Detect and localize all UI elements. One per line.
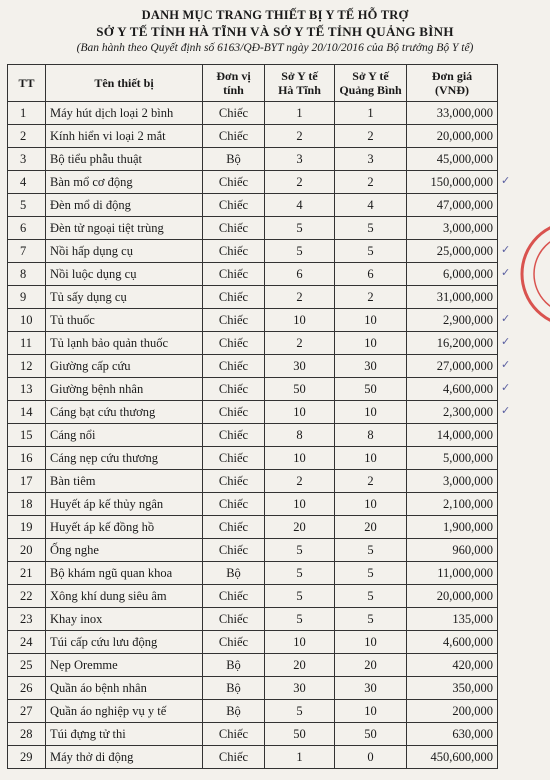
row-ha-tinh: 1	[265, 102, 335, 125]
row-quang-binh: 4	[335, 194, 407, 217]
table-row	[8, 723, 498, 746]
table-row	[8, 217, 498, 240]
row-name: Cáng nổi	[46, 424, 203, 447]
row-ha-tinh: 2	[265, 286, 335, 309]
row-quang-binh: 5	[335, 585, 407, 608]
tick-mark: ✓	[501, 174, 511, 187]
row-tt: 4	[8, 171, 46, 194]
row-unit: Chiếc	[203, 539, 265, 562]
row-name: Huyết áp kế đồng hồ	[46, 516, 203, 539]
table-row	[8, 355, 498, 378]
row-tt: 16	[8, 447, 46, 470]
row-name: Đèn tử ngoại tiệt trùng	[46, 217, 203, 240]
row-tt: 24	[8, 631, 46, 654]
table-row	[8, 194, 498, 217]
row-ha-tinh: 2	[265, 470, 335, 493]
row-quang-binh: 10	[335, 447, 407, 470]
table-row	[8, 700, 498, 723]
row-quang-binh: 2	[335, 470, 407, 493]
col-header-unit: Đơn vị tính	[203, 65, 265, 102]
row-ha-tinh: 3	[265, 148, 335, 171]
row-price: 960,000	[407, 539, 498, 562]
row-unit: Bộ	[203, 148, 265, 171]
row-ha-tinh: 5	[265, 700, 335, 723]
table-row	[8, 631, 498, 654]
row-price: 630,000	[407, 723, 498, 746]
row-unit: Chiếc	[203, 240, 265, 263]
table-row	[8, 516, 498, 539]
row-ha-tinh: 10	[265, 447, 335, 470]
row-name: Nẹp Oremme	[46, 654, 203, 677]
row-unit: Chiếc	[203, 171, 265, 194]
row-ha-tinh: 5	[265, 608, 335, 631]
row-tt: 13	[8, 378, 46, 401]
row-price: 47,000,000	[407, 194, 498, 217]
table-row	[8, 332, 498, 355]
row-quang-binh: 0	[335, 746, 407, 769]
row-tt: 7	[8, 240, 46, 263]
row-unit: Chiếc	[203, 631, 265, 654]
row-quang-binh: 20	[335, 654, 407, 677]
row-tt: 21	[8, 562, 46, 585]
row-tt: 15	[8, 424, 46, 447]
table-header-row	[8, 65, 498, 102]
row-tt: 22	[8, 585, 46, 608]
row-name: Cáng bạt cứu thương	[46, 401, 203, 424]
row-price: 16,200,000	[407, 332, 498, 355]
row-name: Đèn mổ di động	[46, 194, 203, 217]
row-unit: Chiếc	[203, 470, 265, 493]
row-name: Bàn tiêm	[46, 470, 203, 493]
table-body	[8, 102, 498, 769]
row-quang-binh: 1	[335, 102, 407, 125]
row-quang-binh: 6	[335, 263, 407, 286]
row-ha-tinh: 10	[265, 309, 335, 332]
table-row	[8, 447, 498, 470]
row-tt: 23	[8, 608, 46, 631]
row-ha-tinh: 1	[265, 746, 335, 769]
row-price: 25,000,000	[407, 240, 498, 263]
tick-mark: ✓	[501, 358, 511, 371]
row-tt: 19	[8, 516, 46, 539]
row-name: Quần áo nghiệp vụ y tế	[46, 700, 203, 723]
row-unit: Chiếc	[203, 401, 265, 424]
col-header-name: Tên thiết bị	[46, 65, 203, 102]
row-name: Máy hút dịch loại 2 bình	[46, 102, 203, 125]
table-row	[8, 585, 498, 608]
row-quang-binh: 5	[335, 539, 407, 562]
row-tt: 14	[8, 401, 46, 424]
table-row	[8, 562, 498, 585]
row-ha-tinh: 5	[265, 217, 335, 240]
col-header-ha-tinh: Sở Y tế Hà Tĩnh	[265, 65, 335, 102]
document-title-line2: SỞ Y TẾ TỈNH HÀ TĨNH VÀ SỞ Y TẾ TỈNH QUẢNG BÌNH	[96, 24, 454, 39]
row-quang-binh: 8	[335, 424, 407, 447]
row-quang-binh: 5	[335, 240, 407, 263]
row-price: 31,000,000	[407, 286, 498, 309]
row-unit: Chiếc	[203, 125, 265, 148]
row-quang-binh: 10	[335, 332, 407, 355]
tick-mark: ✓	[501, 404, 511, 417]
row-quang-binh: 5	[335, 562, 407, 585]
row-price: 1,900,000	[407, 516, 498, 539]
row-price: 45,000,000	[407, 148, 498, 171]
row-tt: 3	[8, 148, 46, 171]
row-price: 135,000	[407, 608, 498, 631]
row-quang-binh: 10	[335, 309, 407, 332]
row-ha-tinh: 2	[265, 171, 335, 194]
row-name: Bộ khám ngũ quan khoa	[46, 562, 203, 585]
row-ha-tinh: 50	[265, 723, 335, 746]
row-unit: Chiếc	[203, 217, 265, 240]
row-unit: Bộ	[203, 562, 265, 585]
table-row	[8, 539, 498, 562]
row-name: Tủ sấy dụng cụ	[46, 286, 203, 309]
row-quang-binh: 50	[335, 723, 407, 746]
row-tt: 2	[8, 125, 46, 148]
table-row	[8, 470, 498, 493]
row-price: 2,100,000	[407, 493, 498, 516]
row-name: Tủ thuốc	[46, 309, 203, 332]
row-ha-tinh: 50	[265, 378, 335, 401]
col-header-price: Đơn giá (VNĐ)	[407, 65, 498, 102]
row-unit: Chiếc	[203, 309, 265, 332]
row-unit: Chiếc	[203, 263, 265, 286]
tick-mark: ✓	[501, 381, 511, 394]
row-quang-binh: 5	[335, 217, 407, 240]
table-row	[8, 309, 498, 332]
row-unit: Chiếc	[203, 723, 265, 746]
row-price: 450,600,000	[407, 746, 498, 769]
row-name: Huyết áp kế thủy ngân	[46, 493, 203, 516]
row-tt: 17	[8, 470, 46, 493]
row-tt: 8	[8, 263, 46, 286]
row-quang-binh: 10	[335, 401, 407, 424]
row-price: 33,000,000	[407, 102, 498, 125]
row-name: Xông khí dung siêu âm	[46, 585, 203, 608]
row-name: Khay inox	[46, 608, 203, 631]
row-unit: Chiếc	[203, 424, 265, 447]
table-row	[8, 378, 498, 401]
row-name: Tủ lạnh bảo quản thuốc	[46, 332, 203, 355]
row-tt: 18	[8, 493, 46, 516]
row-unit: Chiếc	[203, 516, 265, 539]
table-row	[8, 171, 498, 194]
col-header-quang-binh: Sở Y tế Quảng Bình	[335, 65, 407, 102]
row-unit: Chiếc	[203, 746, 265, 769]
row-quang-binh: 10	[335, 700, 407, 723]
tick-mark: ✓	[501, 243, 511, 256]
row-ha-tinh: 5	[265, 585, 335, 608]
row-tt: 29	[8, 746, 46, 769]
row-tt: 1	[8, 102, 46, 125]
red-stamp-fragment	[512, 214, 550, 334]
row-name: Máy thở di động	[46, 746, 203, 769]
row-price: 5,000,000	[407, 447, 498, 470]
handwritten-ticks	[497, 0, 517, 780]
row-quang-binh: 10	[335, 493, 407, 516]
row-ha-tinh: 10	[265, 401, 335, 424]
row-name: Ống nghe	[46, 539, 203, 562]
row-ha-tinh: 6	[265, 263, 335, 286]
equipment-table	[7, 64, 498, 769]
row-ha-tinh: 8	[265, 424, 335, 447]
table-row	[8, 148, 498, 171]
row-quang-binh: 5	[335, 608, 407, 631]
row-quang-binh: 10	[335, 631, 407, 654]
row-unit: Chiếc	[203, 355, 265, 378]
row-unit: Bộ	[203, 654, 265, 677]
table-row	[8, 286, 498, 309]
row-price: 6,000,000	[407, 263, 498, 286]
row-price: 200,000	[407, 700, 498, 723]
table-row	[8, 654, 498, 677]
row-price: 350,000	[407, 677, 498, 700]
table-row	[8, 401, 498, 424]
row-ha-tinh: 2	[265, 125, 335, 148]
row-ha-tinh: 10	[265, 493, 335, 516]
row-price: 4,600,000	[407, 631, 498, 654]
row-ha-tinh: 5	[265, 562, 335, 585]
row-ha-tinh: 4	[265, 194, 335, 217]
row-price: 27,000,000	[407, 355, 498, 378]
row-quang-binh: 2	[335, 286, 407, 309]
row-unit: Bộ	[203, 677, 265, 700]
row-ha-tinh: 30	[265, 677, 335, 700]
tick-mark: ✓	[501, 335, 511, 348]
row-name: Quần áo bệnh nhân	[46, 677, 203, 700]
row-price: 2,900,000	[407, 309, 498, 332]
row-unit: Chiếc	[203, 286, 265, 309]
row-ha-tinh: 5	[265, 539, 335, 562]
row-quang-binh: 30	[335, 355, 407, 378]
document-subtitle: (Ban hành theo Quyết định số 6163/QĐ-BYT ngày 20/10/2016 của Bộ trưởng Bộ Y tế)	[76, 42, 474, 54]
row-tt: 26	[8, 677, 46, 700]
row-ha-tinh: 20	[265, 516, 335, 539]
row-price: 4,600,000	[407, 378, 498, 401]
row-tt: 12	[8, 355, 46, 378]
row-price: 20,000,000	[407, 585, 498, 608]
row-ha-tinh: 10	[265, 631, 335, 654]
row-tt: 28	[8, 723, 46, 746]
row-unit: Chiếc	[203, 378, 265, 401]
tick-mark: ✓	[501, 266, 511, 279]
row-quang-binh: 2	[335, 171, 407, 194]
row-ha-tinh: 5	[265, 240, 335, 263]
row-unit: Chiếc	[203, 493, 265, 516]
row-unit: Chiếc	[203, 332, 265, 355]
table-row	[8, 746, 498, 769]
table-row	[8, 263, 498, 286]
row-tt: 6	[8, 217, 46, 240]
row-name: Giường bệnh nhân	[46, 378, 203, 401]
row-unit: Chiếc	[203, 194, 265, 217]
table-row	[8, 102, 498, 125]
row-unit: Chiếc	[203, 447, 265, 470]
row-unit: Chiếc	[203, 102, 265, 125]
table-row	[8, 125, 498, 148]
row-quang-binh: 2	[335, 125, 407, 148]
row-price: 2,300,000	[407, 401, 498, 424]
row-ha-tinh: 20	[265, 654, 335, 677]
row-unit: Chiếc	[203, 585, 265, 608]
row-price: 3,000,000	[407, 470, 498, 493]
row-name: Nồi luộc dụng cụ	[46, 263, 203, 286]
row-tt: 10	[8, 309, 46, 332]
row-quang-binh: 50	[335, 378, 407, 401]
row-name: Nồi hấp dụng cụ	[46, 240, 203, 263]
table-row	[8, 493, 498, 516]
col-header-tt: TT	[8, 65, 46, 102]
row-tt: 27	[8, 700, 46, 723]
table-row	[8, 608, 498, 631]
tick-mark: ✓	[501, 312, 511, 325]
row-name: Kính hiển vi loại 2 mắt	[46, 125, 203, 148]
table-row	[8, 424, 498, 447]
row-price: 3,000,000	[407, 217, 498, 240]
row-name: Cáng nẹp cứu thương	[46, 447, 203, 470]
row-tt: 9	[8, 286, 46, 309]
row-quang-binh: 20	[335, 516, 407, 539]
row-price: 11,000,000	[407, 562, 498, 585]
row-name: Túi đựng tử thi	[46, 723, 203, 746]
row-name: Túi cấp cứu lưu động	[46, 631, 203, 654]
row-price: 150,000,000	[407, 171, 498, 194]
row-price: 420,000	[407, 654, 498, 677]
row-ha-tinh: 30	[265, 355, 335, 378]
row-unit: Chiếc	[203, 608, 265, 631]
row-name: Bàn mổ cơ động	[46, 171, 203, 194]
row-quang-binh: 30	[335, 677, 407, 700]
row-quang-binh: 3	[335, 148, 407, 171]
row-price: 20,000,000	[407, 125, 498, 148]
table-row	[8, 240, 498, 263]
row-tt: 20	[8, 539, 46, 562]
row-tt: 5	[8, 194, 46, 217]
table-row	[8, 677, 498, 700]
row-ha-tinh: 2	[265, 332, 335, 355]
document-title-line1: DANH MỤC TRANG THIẾT BỊ Y TẾ HỖ TRỢ	[141, 8, 409, 22]
row-tt: 11	[8, 332, 46, 355]
row-price: 14,000,000	[407, 424, 498, 447]
row-tt: 25	[8, 654, 46, 677]
row-name: Bộ tiểu phẫu thuật	[46, 148, 203, 171]
row-name: Giường cấp cứu	[46, 355, 203, 378]
row-unit: Bộ	[203, 700, 265, 723]
